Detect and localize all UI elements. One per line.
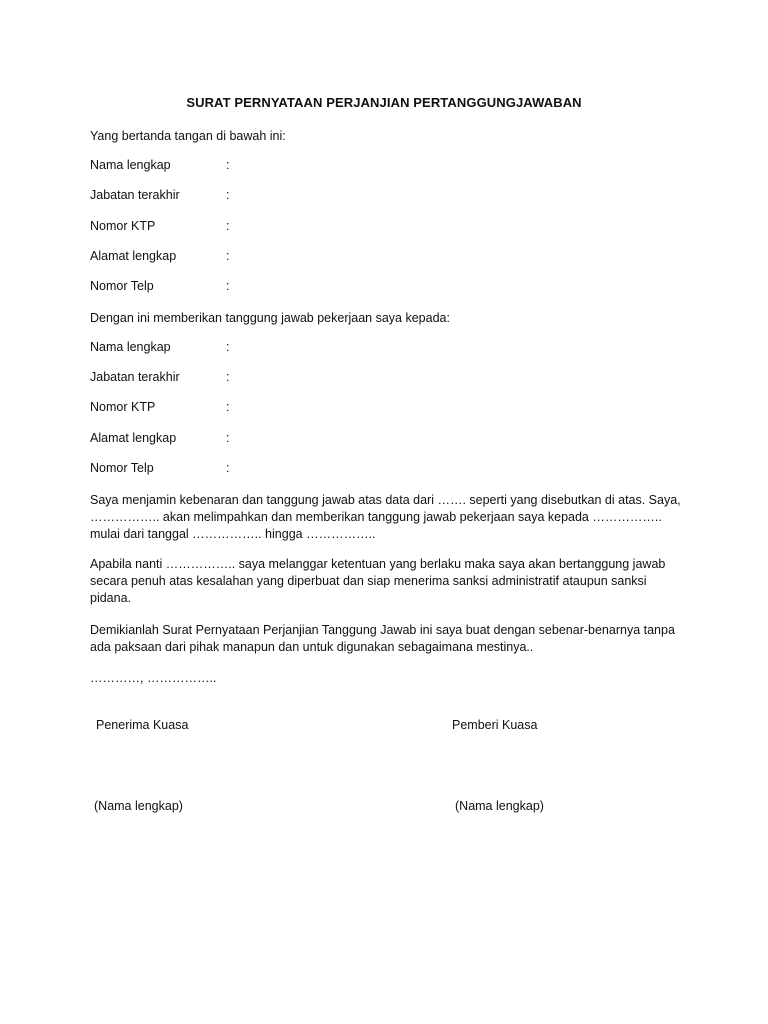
place-date: …………, …………….. [90,671,217,685]
second-party-field-name [90,340,229,356]
field-label: Nama lengkap [90,340,171,354]
field-label: Nomor KTP [90,219,156,233]
first-party-field-address [90,249,229,265]
field-colon: : [226,461,230,475]
field-label: Jabatan terakhir [90,188,180,202]
field-label: Jabatan terakhir [90,370,180,384]
second-party-field-ktp [90,400,229,416]
first-party-field-phone [90,279,229,295]
field-colon: : [226,370,230,384]
field-label: Nomor KTP [90,400,156,414]
signature-role-grantor: Pemberi Kuasa [452,718,538,732]
signature-name-grantor: (Nama lengkap) [455,799,544,813]
field-colon: : [226,279,230,293]
transfer-intro-text: Dengan ini memberikan tanggung jawab pekerjaan saya kepada: [90,311,450,325]
first-party-field-ktp [90,219,229,235]
field-colon: : [226,188,230,202]
field-label: Nomor Telp [90,461,154,475]
field-label: Alamat lengkap [90,249,177,263]
paragraph-violation: Apabila nanti …………….. saya melanggar ketentuan yang berlaku maka saya akan bertanggung jawab secara penuh atas kesalahan yang diperbuat dan siap menerima sanksi administratif ataupun sanksi pidana. [90,557,666,605]
signature-name-recipient: (Nama lengkap) [94,799,183,813]
second-party-field-address [90,431,229,447]
field-colon: : [226,340,230,354]
intro-text: Yang bertanda tangan di bawah ini: [90,129,286,143]
first-party-field-name [90,158,229,174]
field-colon: : [226,219,230,233]
second-party-field-position [90,370,229,386]
paragraph-closing: Demikianlah Surat Pernyataan Perjanjian Tanggung Jawab ini saya buat dengan sebenar-benarnya tanpa ada paksaan dari pihak manapun dan untuk digunakan sebagaimana mestinya.. [90,623,675,654]
field-label: Alamat lengkap [90,431,177,445]
field-colon: : [226,400,230,414]
first-party-field-position [90,188,229,204]
field-label: Nama lengkap [90,158,171,172]
signature-role-recipient: Penerima Kuasa [96,718,189,732]
paragraph-guarantee: Saya menjamin kebenaran dan tanggung jawab atas data dari ……. seperti yang disebutkan di atas. Saya, …………….. akan melimpahkan dan memberikan tanggung jawab pekerjaan saya kepada …………….. mulai dari tanggal …………….. hingga …………….. [90,493,681,541]
field-label: Nomor Telp [90,279,154,293]
field-colon: : [226,158,230,172]
second-party-field-phone [90,461,229,477]
field-colon: : [226,249,230,263]
field-colon: : [226,431,230,445]
document-title: SURAT PERNYATAAN PERJANJIAN PERTANGGUNGJAWABAN [186,95,582,110]
